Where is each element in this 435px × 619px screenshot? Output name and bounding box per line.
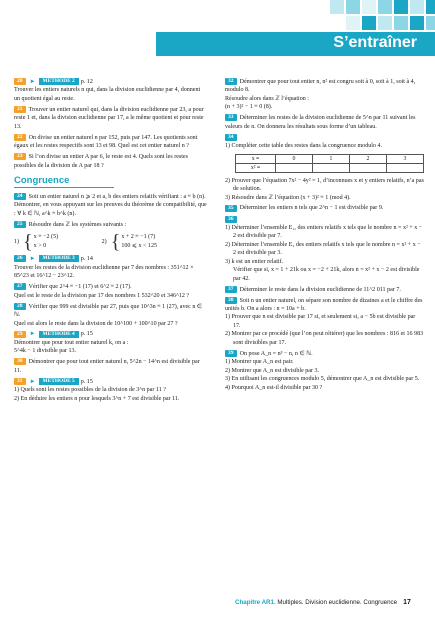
exercise-number: 22 bbox=[14, 134, 26, 141]
exercise-number: 21 bbox=[14, 106, 26, 113]
question: 3) k est un entier relatif. bbox=[225, 258, 284, 265]
table-cell[interactable] bbox=[350, 163, 387, 172]
exercise-number: 32 bbox=[225, 78, 237, 85]
question: 4) Pourquoi A_n est-il divisible par 30 ? bbox=[225, 384, 323, 391]
exercise-number: 23 bbox=[14, 153, 26, 160]
question: 2) Déterminer l’ensemble E₂ des entiers relatifs x tels que le nombre n = x² + x − 2 est divisible par 3. bbox=[225, 241, 421, 257]
exercise-text: Démontrer que pour tout entier naturel n, 5^2n − 14^n est divisible par 11. bbox=[14, 359, 200, 374]
question: 2) Montrer par ce procédé (que l’on peut réitérer) que les nombres : 816 et 16 983 sont divisibles par 17. bbox=[225, 331, 424, 346]
brace-icon: { bbox=[110, 231, 121, 254]
arrow-icon: ► bbox=[29, 378, 36, 385]
exercise-number: 25 bbox=[14, 221, 26, 228]
question: 1) Prouver que n est divisible par 17 si, et seulement si, a − 5b est divisible par 17. bbox=[225, 314, 416, 329]
system-2 bbox=[121, 233, 157, 251]
question: Vérifier que si, x = 1 + 21k ou x = −2 + 21k, alors n = x² + x − 2 est divisible par 42. bbox=[233, 267, 420, 282]
exercise-number: 27 bbox=[14, 283, 26, 290]
exercise-number: 26 bbox=[14, 255, 26, 262]
system-1-label: 1) bbox=[14, 239, 20, 246]
exercise-number: 24 bbox=[14, 193, 26, 200]
exercise-text: Démontrer que pour tout entier n, n² est congru soit à 0, soit à 1, soit à 4, modulo 8. bbox=[225, 79, 416, 94]
page-title: S’entraîner bbox=[333, 34, 417, 51]
exercise-text: Soit un entier naturel n ⩾ 2 et a, b des entiers relatifs vérifiant : a ≡ b (n). bbox=[28, 194, 206, 201]
exercise-37 bbox=[225, 286, 424, 294]
exercise-30 bbox=[14, 358, 207, 375]
exercise-number: 34 bbox=[225, 134, 237, 141]
exercise-text: Résoudre alors dans ℤ l’équation : bbox=[225, 95, 309, 102]
exercise-28 bbox=[14, 303, 207, 328]
arrow-icon: ► bbox=[29, 79, 36, 85]
exercise-39 bbox=[225, 350, 424, 392]
exercise-number: 20 bbox=[14, 78, 26, 85]
table-cell: 1 bbox=[313, 154, 350, 163]
table-row bbox=[236, 163, 424, 172]
exercise-number: 39 bbox=[225, 350, 237, 357]
exercise-25 bbox=[14, 221, 207, 252]
table-cell[interactable] bbox=[276, 163, 313, 172]
exercise-text: 5^4k − 1 divisible par 13. bbox=[14, 348, 77, 355]
exercise-34 bbox=[225, 134, 424, 202]
method-badge[interactable]: MÉTHODE 5 bbox=[39, 378, 79, 385]
left-column bbox=[14, 78, 207, 406]
system-line: 100 ⩽ x < 125 bbox=[121, 243, 158, 250]
system-line: x > 0 bbox=[33, 243, 47, 250]
exercise-text: (n + 3)² − 1 ≡ 0 (8). bbox=[225, 104, 273, 111]
system-line: x ≡ −2 (5) bbox=[33, 234, 59, 241]
exercise-number: 29 bbox=[14, 331, 26, 338]
system-1 bbox=[34, 233, 96, 251]
arrow-icon: ► bbox=[29, 331, 36, 338]
exercise-text: Démontrer, en vous appuyant sur les preuves du théorème de compatibilité, que : ∀ k ∈ ℕ, a^k ≡ b^k (n). bbox=[14, 202, 207, 217]
system-2-label: 2) bbox=[101, 239, 107, 246]
exercise-text: Soit n un entier naturel, on sépare son nombre de dizaines a et le chiffre des unités b. On a alors : n = 10a + b. bbox=[225, 297, 423, 312]
exercise-number: 31 bbox=[14, 378, 26, 385]
exercise-22 bbox=[14, 134, 207, 151]
exercise-number: 36 bbox=[225, 216, 237, 223]
table-cell: 3 bbox=[387, 154, 424, 163]
exercise-text: Trouver les restes de la division euclidienne par 7 des nombres : 351^12 × 85^23 et 16^12 − 23^12. bbox=[14, 264, 194, 280]
question: 2) En déduire les entiers n pour lesquels 3^n + 7 est divisible par 11. bbox=[14, 395, 180, 402]
system-line: x + 2 ≡ −1 (7) bbox=[121, 234, 156, 241]
question: 1) Déterminer l’ensemble E₁, des entiers relatifs x tels que le nombre n = x² + x − 2 est divisible par 7. bbox=[225, 224, 423, 240]
exercise-text: On pose A_n = n³ − n, n ∈ ℕ. bbox=[239, 350, 313, 357]
question: 2) Prouver que l’équation 7x² − 4y² = 1, d’inconnues x et y entiers relatifs, n’a pas de solution. bbox=[225, 177, 424, 193]
question: 1) Montrer que A_n est pair. bbox=[225, 359, 294, 366]
table-cell[interactable] bbox=[313, 163, 350, 172]
exercise-38 bbox=[225, 297, 424, 348]
exercise-31 bbox=[14, 378, 207, 403]
exercise-text: Déterminer les restes de la division euclidienne de 5^n par 11 suivant les valeurs de n. On donnera les résultats sous forme d’un tableau. bbox=[225, 115, 416, 130]
exercise-26 bbox=[14, 255, 207, 280]
table-cell[interactable] bbox=[387, 163, 424, 172]
exercise-21 bbox=[14, 106, 207, 131]
method-page: p. 14 bbox=[80, 256, 93, 263]
exercise-text: Trouver un entier naturel qui, dans la division euclidienne par 23, a pour reste 1 et, dans la division euclidienne par 17, a le même quotient et pour reste 13. bbox=[14, 106, 204, 130]
header-title-bar bbox=[156, 32, 435, 56]
exercise-23 bbox=[14, 153, 207, 170]
exercise-24 bbox=[14, 193, 207, 218]
exercise-text: Déterminer les entiers n tels que 2^n − 1 est divisible par 9. bbox=[239, 205, 384, 212]
table-cell: x ≡ bbox=[236, 154, 276, 163]
exercise-number: 37 bbox=[225, 286, 237, 293]
method-page: p. 15 bbox=[80, 378, 93, 385]
exercise-text: Quel est le reste de la division par 17 des nombres 1 532^20 et 346^12 ? bbox=[14, 292, 190, 299]
exercise-35 bbox=[225, 204, 424, 212]
exercise-32 bbox=[225, 78, 424, 112]
exercise-text: Si l’on divise un entier A par 6, le reste est 4. Quels sont les restes possibles de la division de A par 18 ? bbox=[14, 154, 188, 169]
method-badge[interactable]: MÉTHODE 4 bbox=[39, 331, 79, 338]
exercise-text: Trouver les entiers naturels n qui, dans la division euclidienne par 4, donnent un quotient égal au reste. bbox=[14, 87, 201, 102]
exercise-text: Résoudre dans ℤ les systèmes suivants : bbox=[28, 221, 127, 228]
exercise-text: Déterminer le reste dans la division euclidienne de 11^2 011 par 7. bbox=[239, 286, 401, 293]
question: 3) En utilisant les congruences modulo 5, démontrer que A_n est divisible par 5. bbox=[225, 376, 420, 383]
exercise-text: Quel est alors le reste dans la division de 10^100 + 100^10 par 27 ? bbox=[14, 320, 178, 327]
table-row bbox=[236, 154, 424, 163]
exercise-text: On divise un entier naturel n par 152, puis par 147. Les quotients sont égaux et les restes respectifs sont 13 et 98. Quel est cet entier naturel n ? bbox=[14, 134, 198, 150]
exercise-number: 33 bbox=[225, 114, 237, 121]
question: 2) Montrer que A_n est divisible par 3. bbox=[225, 367, 320, 374]
exercise-number: 30 bbox=[14, 358, 26, 365]
arrow-icon: ► bbox=[29, 256, 36, 263]
right-column bbox=[225, 78, 424, 395]
method-page: p. 15 bbox=[80, 331, 93, 338]
method-page: p. 12 bbox=[80, 79, 93, 85]
exercise-number: 28 bbox=[14, 303, 26, 310]
page-footer bbox=[235, 599, 411, 606]
chapter-label: Chapitre AR1 bbox=[235, 599, 274, 606]
question: 1) Compléter cette table des restes dans la congruence modulo 4. bbox=[225, 143, 382, 150]
exercise-text: Vérifier que 999 est divisible par 27, puis que 10^3n ≡ 1 (27), avec n ∈ ℕ. bbox=[14, 303, 203, 319]
question: 1) Quels sont les restes possibles de la division de 3^n par 11 ? bbox=[14, 387, 166, 394]
exercise-33 bbox=[225, 114, 424, 131]
systems bbox=[14, 232, 207, 252]
table-cell: 2 bbox=[350, 154, 387, 163]
table-cell: 0 bbox=[276, 154, 313, 163]
exercise-number: 35 bbox=[225, 205, 237, 212]
table-cell: x² ≡ bbox=[236, 163, 276, 172]
exercise-29 bbox=[14, 330, 207, 355]
exercise-27 bbox=[14, 283, 207, 300]
page-number: 17 bbox=[403, 599, 411, 606]
header-decoration bbox=[124, 0, 435, 32]
chapter-subtitle: . Multiples. Division euclidienne. Congruence bbox=[273, 599, 398, 606]
exercise-text: Démontrer que pour tout entier naturel k, on a : bbox=[14, 339, 129, 346]
method-badge[interactable]: MÉTHODE 2 bbox=[39, 78, 79, 85]
brace-icon: { bbox=[23, 231, 33, 254]
question: 3) Résoudre dans ℤ l’équation (x + 3)² ≡ 1 (mod 4). bbox=[225, 194, 351, 201]
exercise-20 bbox=[14, 78, 207, 103]
exercise-text: Vérifier que 2^4 ≡ −1 (17) et 6^2 ≡ 2 (17). bbox=[28, 284, 132, 291]
exercise-number: 38 bbox=[225, 297, 237, 304]
congruence-table bbox=[235, 154, 424, 173]
method-badge[interactable]: MÉTHODE 3 bbox=[39, 255, 79, 262]
section-title-congruence: Congruence bbox=[14, 175, 114, 188]
exercise-36 bbox=[225, 215, 424, 283]
